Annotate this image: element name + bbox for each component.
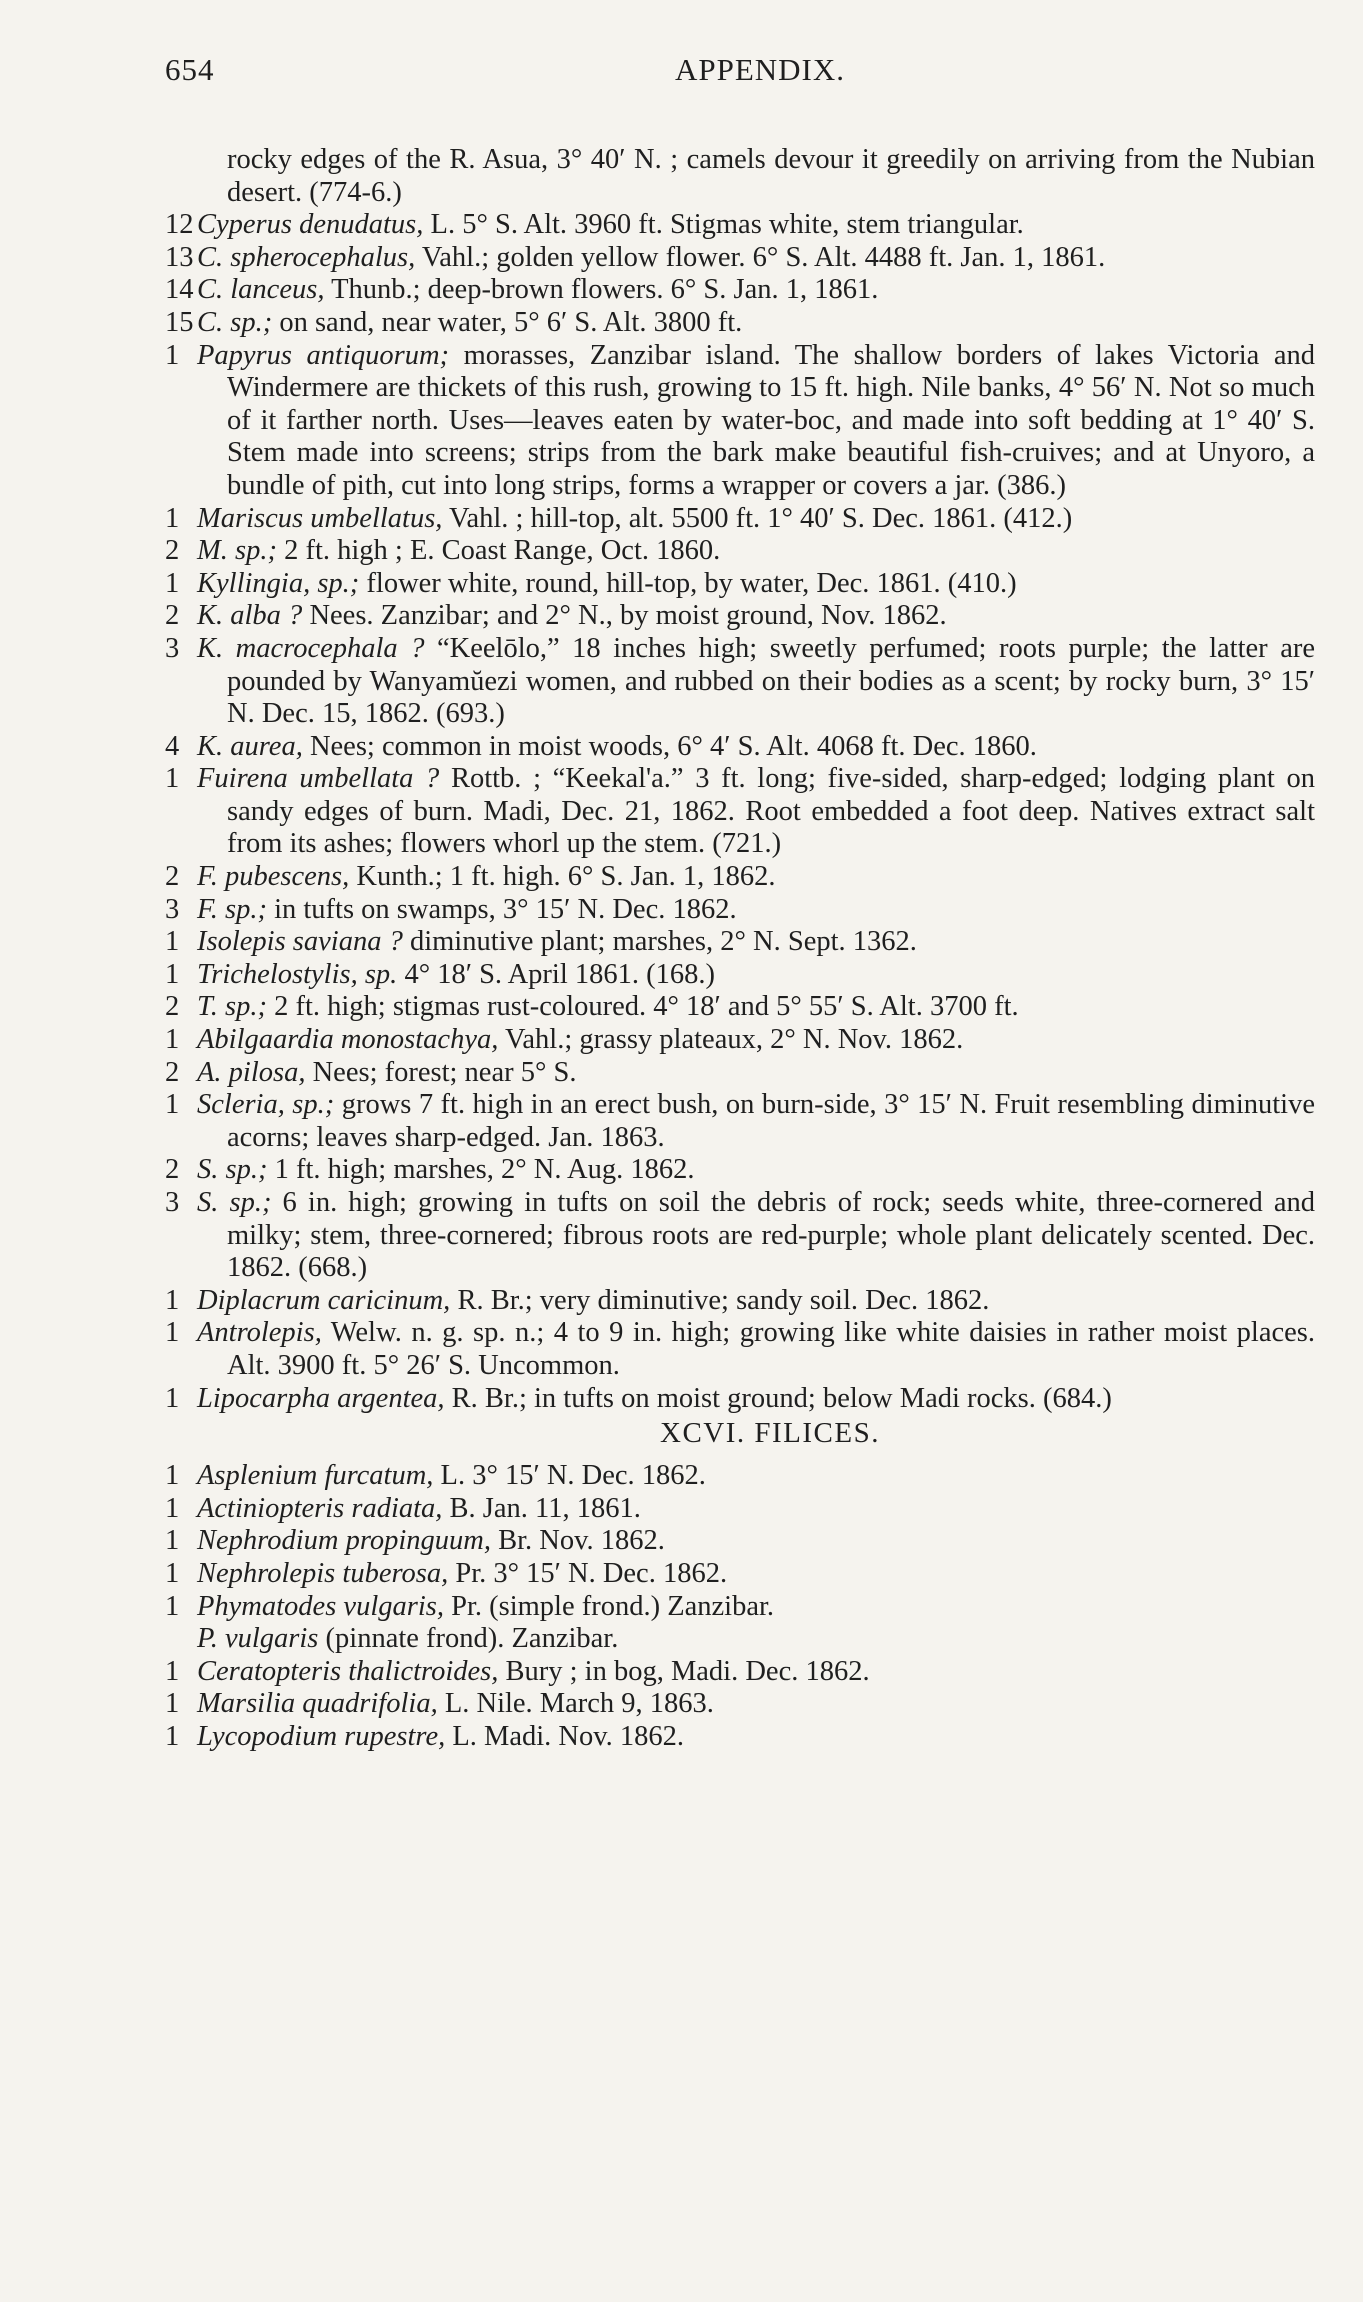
species-entry [165, 633, 1315, 731]
specimen-count: 1 [165, 1024, 180, 1056]
species-name: C. spherocephalus, [197, 241, 416, 273]
species-description: Rottb. ; “Keekal'a.” 3 ft. long; five-sided, sharp-edged; lodging plant on sandy edges of burn. Madi, Dec. 21, 1862. Root embedded a foot deep. Natives extract salt from its ashes; flowers whorl up the stem. (721.) [227, 763, 1316, 860]
species-name: C. lanceus, [197, 274, 325, 306]
species-description: on sand, near water, 5° 6′ S. Alt. 3800 ft. [272, 306, 743, 338]
species-name: F. pubescens, [197, 861, 350, 893]
species-description: Kunth.; 1 ft. high. 6° S. Jan. 1, 1862. [349, 861, 776, 893]
specimen-count: 3 [165, 632, 180, 664]
entry-body [197, 144, 1315, 209]
species-name: T. sp.; [197, 991, 267, 1023]
species-description: flower white, round, hill-top, by water, Dec. 1861. (410.) [359, 567, 1017, 599]
species-name: Asplenium furcatum, [197, 1460, 434, 1492]
species-description: Pr. 3° 15′ N. Dec. 1862. [448, 1557, 728, 1589]
species-entry [165, 1024, 1315, 1057]
species-name: Marsilia quadrifolia, [197, 1688, 438, 1720]
entry-body [197, 731, 1315, 764]
species-description: Pr. (simple frond.) Zanzibar. [443, 1590, 775, 1622]
entry-body [197, 763, 1315, 861]
species-name: S. sp.; [197, 1187, 272, 1218]
entry-body [197, 209, 1315, 242]
species-name: Papyrus antiquorum; [197, 339, 450, 371]
page-header [165, 52, 1315, 98]
species-name: Trichelostylis, sp. [197, 958, 398, 990]
entry-body [197, 1721, 1315, 1754]
species-name: K. alba ? [197, 600, 303, 632]
species-name: Abilgaardia monostachya, [197, 1024, 499, 1056]
species-entry [165, 209, 1315, 242]
species-name: A. pilosa, [197, 1056, 306, 1088]
species-name: C. sp.; [197, 306, 273, 338]
species-entry [165, 1460, 1315, 1493]
species-entry [165, 535, 1315, 568]
entry-body [197, 894, 1315, 927]
species-description: grows 7 ft. high in an erect bush, on burn-side, 3° 15′ N. Fruit resembling diminutive acorns; leaves sharp-edged. Jan. 1863. [227, 1089, 1315, 1153]
entry-body [197, 1089, 1315, 1154]
specimen-count: 1 [165, 1382, 180, 1414]
entry-body [197, 1688, 1315, 1721]
entry-body [197, 274, 1315, 307]
running-head: APPENDIX. [674, 52, 846, 87]
species-name: Scleria, sp.; [197, 1089, 335, 1121]
species-entry [165, 1493, 1315, 1526]
species-description: B. Jan. 11, 1861. [442, 1492, 641, 1524]
specimen-count: 2 [165, 861, 180, 893]
species-description: diminutive plant; marshes, 2° N. Sept. 1362. [402, 926, 917, 958]
species-description: Welw. n. g. sp. n.; 4 to 9 in. high; growing like white daisies in rather moist places. Alt. 3900 ft. 5° 26′ S. Uncommon. [227, 1317, 1315, 1381]
specimen-count: 1 [165, 1655, 180, 1687]
species-name: K. macrocephala ? [197, 632, 425, 664]
entry-body [197, 1493, 1315, 1526]
species-list-cyperaceae [165, 144, 1315, 1415]
species-description: Nees. Zanzibar; and 2° N., by moist ground, Nov. 1862. [302, 600, 947, 632]
species-entry [165, 568, 1315, 601]
specimen-count: 4 [165, 730, 180, 762]
species-name: M. sp.; [197, 535, 277, 567]
species-entry [165, 1591, 1315, 1624]
specimen-count: 1 [165, 763, 180, 795]
species-description: 6 in. high; growing in tufts on soil the debris of rock; seeds white, three-cornered and milky; stem, three-cornered; fibrous roots are red-purple; whole plant delicately scented. Dec. 1862. (668.) [227, 1187, 1315, 1284]
specimen-count: 1 [165, 502, 180, 534]
species-name: Kyllingia, sp.; [197, 567, 360, 599]
specimen-count: 1 [165, 567, 180, 599]
specimen-count: 1 [165, 1720, 180, 1752]
species-entry [165, 763, 1315, 861]
specimen-count: 3 [165, 893, 180, 925]
specimen-count: 1 [165, 958, 180, 990]
entry-body [197, 991, 1315, 1024]
species-name: Cyperus denudatus, [197, 209, 424, 241]
specimen-count: 2 [165, 600, 180, 632]
species-description: 1 ft. high; marshes, 2° N. Aug. 1862. [267, 1154, 695, 1186]
section-title: XCVI. FILICES. [660, 1417, 880, 1450]
species-description: rocky edges of the R. Asua, 3° 40′ N. ; camels devour it greedily on arriving from the Nubian desert. (774-6.) [227, 144, 1315, 208]
entry-body [197, 340, 1315, 503]
species-name: Ceratopteris thalictroides, [197, 1655, 499, 1687]
entry-body [197, 861, 1315, 894]
species-entry [165, 1525, 1315, 1558]
species-name: Lipocarpha argentea, [197, 1382, 445, 1414]
specimen-count: 15 [165, 306, 194, 338]
species-entry [165, 503, 1315, 536]
specimen-count: 2 [165, 1154, 180, 1186]
species-name: Lycopodium rupestre, [197, 1720, 446, 1752]
entry-body [197, 1317, 1315, 1382]
species-entry [165, 926, 1315, 959]
specimen-count: 1 [165, 1089, 180, 1121]
specimen-count: 3 [165, 1187, 180, 1218]
entry-body [197, 1525, 1315, 1558]
species-entry [165, 307, 1315, 340]
entry-body [197, 1623, 1315, 1656]
entry-body [197, 959, 1315, 992]
species-name: Diplacrum caricinum, [197, 1284, 451, 1316]
species-entry [165, 991, 1315, 1024]
entry-body [197, 1591, 1315, 1624]
species-entry [165, 1623, 1315, 1656]
entry-body [197, 1154, 1315, 1187]
species-description: Nees; forest; near 5° S. [305, 1056, 577, 1088]
species-description: Thunb.; deep-brown flowers. 6° S. Jan. 1, 1861. [324, 274, 879, 306]
species-entry [165, 1558, 1315, 1591]
species-description: R. Br.; in tufts on moist ground; below Madi rocks. (684.) [444, 1382, 1112, 1414]
species-entry [165, 274, 1315, 307]
species-description: morasses, Zanzibar island. The shallow borders of lakes Victoria and Windermere are thickets of this rush, growing to 15 ft. high. Nile banks, 4° 56′ N. Not so much of it farther north. Uses—leaves eaten by water-boc, and made into soft bedding at 1° 40′ S. Stem made into screens; strips from the bark make beautiful fish-cruives; and at Unyoro, a bundle of pith, cut into long strips, forms a wrapper or covers a jar. (386.) [227, 339, 1315, 501]
species-description: L. Madi. Nov. 1862. [445, 1720, 685, 1752]
specimen-count: 1 [165, 1557, 180, 1589]
specimen-count: 1 [165, 1317, 180, 1349]
specimen-count: 2 [165, 535, 180, 567]
species-entry [165, 1057, 1315, 1090]
species-name: P. vulgaris [197, 1623, 319, 1655]
species-description: Vahl. ; hill-top, alt. 5500 ft. 1° 40′ S. Dec. 1861. (412.) [442, 502, 1073, 534]
species-entry [165, 600, 1315, 633]
specimen-count: 2 [165, 991, 180, 1023]
entry-body [197, 1558, 1315, 1591]
specimen-count: 1 [165, 339, 180, 371]
entry-body [197, 1460, 1315, 1493]
specimen-count: 1 [165, 1525, 180, 1557]
species-entry [165, 861, 1315, 894]
species-name: Nephrolepis tuberosa, [197, 1557, 449, 1589]
entry-body [197, 242, 1315, 275]
species-entry [165, 1688, 1315, 1721]
species-entry [165, 1089, 1315, 1154]
species-entry [165, 144, 1315, 209]
species-entry [165, 731, 1315, 764]
entry-body [197, 926, 1315, 959]
species-name: F. sp.; [197, 893, 267, 925]
species-entry [165, 1656, 1315, 1689]
species-entry [165, 1383, 1315, 1416]
species-description: Nees; common in moist woods, 6° 4′ S. Alt. 4068 ft. Dec. 1860. [302, 730, 1037, 762]
specimen-count: 1 [165, 926, 180, 958]
species-name: Fuirena umbellata ? [197, 763, 440, 795]
entry-body [197, 503, 1315, 536]
species-name: Isolepis saviana ? [197, 926, 403, 958]
species-description: (pinnate frond). Zanzibar. [318, 1623, 619, 1655]
species-description: Vahl.; golden yellow flower. 6° S. Alt. 4488 ft. Jan. 1, 1861. [415, 241, 1106, 273]
book-page [165, 52, 1315, 1754]
species-entry [165, 959, 1315, 992]
species-description: L. 3° 15′ N. Dec. 1862. [433, 1460, 706, 1492]
entry-body [197, 568, 1315, 601]
entry-body [197, 1024, 1315, 1057]
species-entry [165, 242, 1315, 275]
specimen-count: 1 [165, 1688, 180, 1720]
entry-body [197, 1656, 1315, 1689]
species-entry [165, 1721, 1315, 1754]
entry-body [197, 633, 1315, 731]
specimen-count: 1 [165, 1284, 180, 1316]
species-name: Antrolepis, [197, 1317, 322, 1349]
species-entry [165, 1285, 1315, 1318]
entry-body [197, 1285, 1315, 1318]
species-description: Br. Nov. 1862. [490, 1525, 665, 1557]
specimen-count: 1 [165, 1460, 180, 1492]
specimen-count: 13 [165, 241, 194, 273]
species-entry [165, 1154, 1315, 1187]
species-entry [165, 1187, 1315, 1285]
specimen-count: 1 [165, 1590, 180, 1622]
specimen-count: 2 [165, 1056, 180, 1088]
species-description: Bury ; in bog, Madi. Dec. 1862. [498, 1655, 870, 1687]
species-name: Nephrodium propinguum, [197, 1525, 491, 1557]
entry-body [197, 1187, 1315, 1285]
species-list-filices [165, 1460, 1315, 1753]
species-description: in tufts on swamps, 3° 15′ N. Dec. 1862. [266, 893, 737, 925]
species-description: R. Br.; very diminutive; sandy soil. Dec. 1862. [450, 1284, 990, 1316]
species-name: Mariscus umbellatus, [197, 502, 443, 534]
species-description: 2 ft. high ; E. Coast Range, Oct. 1860. [276, 535, 721, 567]
species-description: L. Nile. March 9, 1863. [437, 1688, 714, 1720]
species-name: Actiniopteris radiata, [197, 1492, 443, 1524]
entry-body [197, 1383, 1315, 1416]
entry-body [197, 1057, 1315, 1090]
specimen-count: 14 [165, 274, 194, 306]
page-number: 654 [165, 52, 215, 87]
entry-body [197, 535, 1315, 568]
species-description: 4° 18′ S. April 1861. (168.) [397, 958, 715, 990]
species-entry [165, 340, 1315, 503]
specimen-count: 12 [165, 209, 194, 241]
specimen-count: 1 [165, 1492, 180, 1524]
species-name: K. aurea, [197, 730, 303, 762]
species-name: S. sp.; [197, 1154, 268, 1186]
species-entry [165, 1317, 1315, 1382]
entry-body [197, 600, 1315, 633]
species-description: “Keelōlo,” 18 inches high; sweetly perfumed; roots purple; the latter are pounded by Wanyamŭezi women, and rubbed on their bodies as a scent; by rocky burn, 3° 15′ N. Dec. 15, 1862. (693.) [227, 632, 1315, 730]
species-name: Phymatodes vulgaris, [197, 1590, 444, 1622]
species-description: 2 ft. high; stigmas rust-coloured. 4° 18′ and 5° 55′ S. Alt. 3700 ft. [266, 991, 1019, 1023]
species-description: L. 5° S. Alt. 3960 ft. Stigmas white, stem triangular. [423, 209, 1024, 241]
entry-body [197, 307, 1315, 340]
species-entry [165, 894, 1315, 927]
species-description: Vahl.; grassy plateaux, 2° N. Nov. 1862. [498, 1024, 964, 1056]
